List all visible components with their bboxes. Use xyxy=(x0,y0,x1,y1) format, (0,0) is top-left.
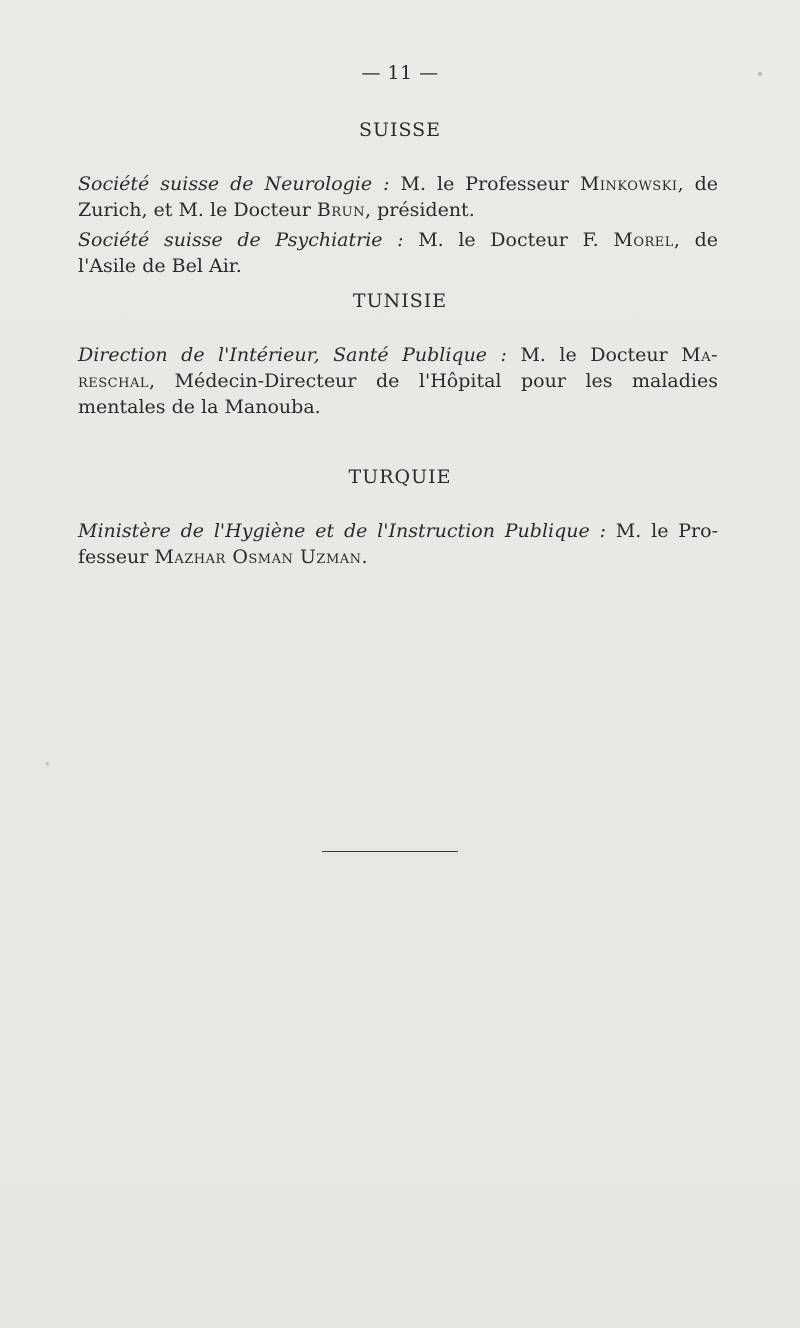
paper-speck xyxy=(758,72,762,76)
entry-text: M. le Docteur xyxy=(506,344,682,366)
institution-name: Société suisse de Psychiatrie : xyxy=(78,229,404,251)
institution-name: Société suisse de Neurologie : xyxy=(78,173,390,195)
person-name: reschal xyxy=(78,370,149,392)
entry-line xyxy=(78,197,718,223)
entry-neurologie xyxy=(78,171,718,223)
entry-text: M. le Professeur xyxy=(389,173,580,195)
institution-name: Ministère de l'Hygiène et de l'Instruction Publique : xyxy=(78,520,606,542)
paper-speck xyxy=(46,762,49,765)
entry-line xyxy=(78,253,718,279)
section-heading-suisse: SUISSE xyxy=(358,119,442,141)
entry-line xyxy=(78,171,718,197)
section-heading-turquie: TURQUIE xyxy=(348,466,452,488)
person-name: Brun xyxy=(316,199,366,221)
page-number: — 11 — xyxy=(361,62,439,84)
entry-ministere-hygiene xyxy=(78,518,718,570)
entry-text: mentales de la Manouba. xyxy=(78,396,321,418)
entry-line xyxy=(78,227,718,253)
institution-name: Direction de l'Intérieur, Santé Publique : xyxy=(78,344,507,366)
person-name: Ma- xyxy=(681,344,718,366)
entry-text: . xyxy=(361,546,368,568)
entry-line xyxy=(78,544,718,570)
entry-text: fesseur xyxy=(78,546,155,568)
entry-line xyxy=(78,394,718,420)
person-name: Morel xyxy=(613,229,674,251)
entry-text: , de xyxy=(673,229,718,251)
entry-text: M. le Pro- xyxy=(605,520,718,542)
closing-rule xyxy=(322,851,458,852)
entry-line xyxy=(78,342,718,368)
entry-psychiatrie xyxy=(78,227,718,279)
entry-text: M. le Docteur F. xyxy=(403,229,614,251)
entry-text: l'Asile de Bel Air. xyxy=(78,255,242,277)
entry-direction-interieur xyxy=(78,342,718,420)
person-name: Minkowski xyxy=(579,173,678,195)
entry-text: , président. xyxy=(365,199,475,221)
section-heading-tunisie: TUNISIE xyxy=(352,290,448,312)
entry-line xyxy=(78,368,718,394)
entry-text: , Médecin-Directeur de l'Hôpital pour les maladies xyxy=(149,370,718,392)
entry-line xyxy=(78,518,718,544)
entry-text: Zurich, et M. le Docteur xyxy=(78,199,317,221)
person-name: Mazhar Osman Uzman xyxy=(154,546,362,568)
entry-text: , de xyxy=(677,173,718,195)
